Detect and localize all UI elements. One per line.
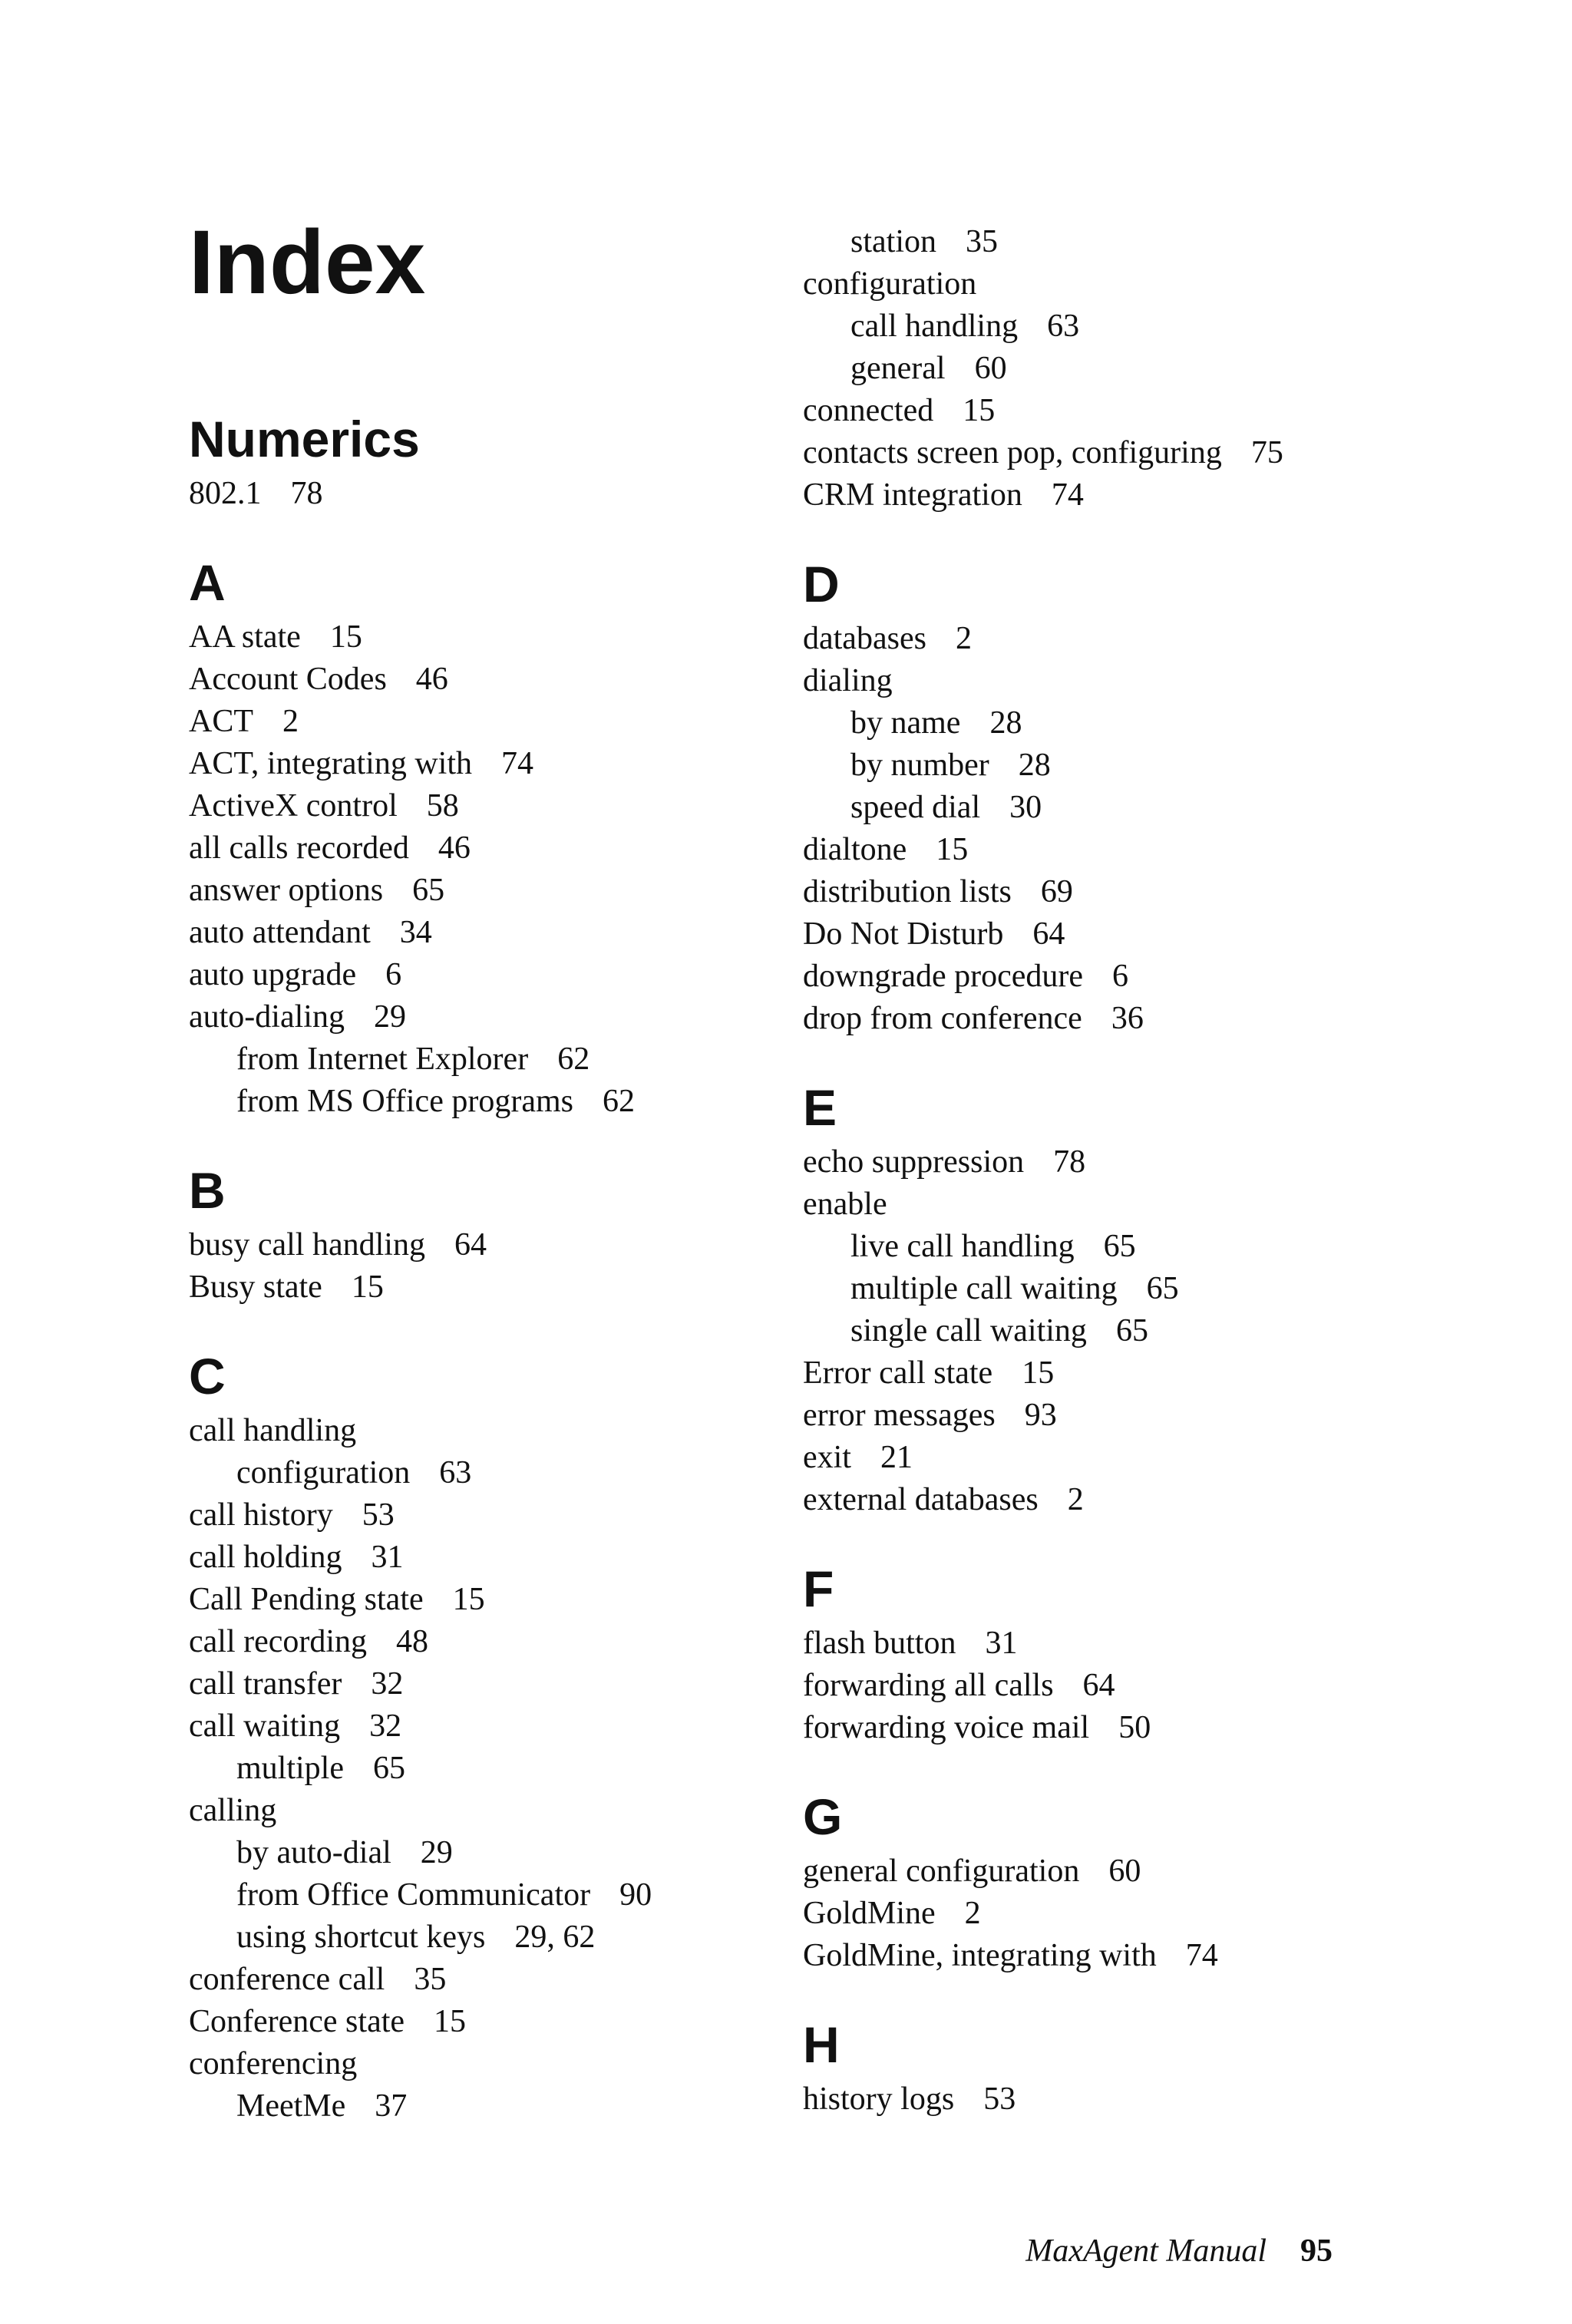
index-subentry bbox=[189, 1916, 772, 1959]
index-entry bbox=[803, 390, 1509, 432]
entry-term: single call waiting bbox=[850, 1313, 1087, 1349]
entry-term: dialtone bbox=[803, 832, 907, 867]
entry-page: 62 bbox=[602, 1084, 635, 1119]
entry-term: AA state bbox=[189, 619, 301, 655]
index-entry bbox=[803, 1352, 1509, 1395]
entry-term: call handling bbox=[850, 309, 1019, 344]
page-footer bbox=[1025, 2230, 1333, 2273]
entry-page: 29 bbox=[373, 999, 406, 1035]
entry-term: forwarding voice mail bbox=[803, 1710, 1090, 1745]
index-entry bbox=[803, 1893, 1509, 1935]
entry-page: 93 bbox=[1024, 1398, 1057, 1433]
section-heading: H bbox=[803, 2016, 840, 2073]
entry-page: 21 bbox=[880, 1440, 913, 1475]
entry-term: enable bbox=[803, 1187, 887, 1222]
entry-term: history logs bbox=[803, 2081, 955, 2117]
entry-term: MeetMe bbox=[236, 2088, 346, 2124]
index-entry bbox=[189, 912, 772, 954]
entry-term: auto-dialing bbox=[189, 999, 345, 1035]
entry-term: conference call bbox=[189, 1962, 385, 1997]
entry-term: error messages bbox=[803, 1398, 996, 1433]
section-heading: A bbox=[189, 554, 226, 611]
entry-page: 65 bbox=[373, 1751, 405, 1786]
entry-page: 2 bbox=[282, 704, 299, 739]
entry-term: call waiting bbox=[189, 1708, 341, 1744]
index-entry bbox=[803, 474, 1509, 517]
index-subentry bbox=[803, 348, 1509, 390]
entry-page: 15 bbox=[351, 1269, 384, 1305]
entry-page: 32 bbox=[369, 1708, 402, 1744]
entry-page: 65 bbox=[412, 873, 445, 908]
entry-page: 63 bbox=[1047, 309, 1080, 344]
index-subentry bbox=[803, 1310, 1509, 1352]
entry-page: 58 bbox=[426, 788, 459, 824]
index-entry bbox=[803, 1707, 1509, 1749]
entry-page: 15 bbox=[434, 2004, 467, 2039]
index-entry bbox=[803, 1935, 1509, 1977]
index-subentry bbox=[189, 2085, 772, 2128]
index-subentry bbox=[803, 702, 1509, 744]
index-subentry bbox=[803, 744, 1509, 787]
entry-page: 53 bbox=[362, 1497, 395, 1533]
entry-page: 30 bbox=[1009, 790, 1042, 825]
index-entry bbox=[803, 871, 1509, 913]
index-entry bbox=[189, 1959, 772, 2001]
entry-term: from Internet Explorer bbox=[236, 1042, 529, 1077]
entry-term: Do Not Disturb bbox=[803, 916, 1004, 952]
entry-page: 74 bbox=[1051, 477, 1084, 513]
index-entry bbox=[803, 1623, 1509, 1665]
entry-term: GoldMine, integrating with bbox=[803, 1938, 1157, 1973]
index-section bbox=[189, 1160, 772, 1309]
entry-page: 31 bbox=[371, 1540, 404, 1575]
index-subentry bbox=[189, 1038, 772, 1081]
entry-page: 36 bbox=[1111, 1001, 1144, 1036]
index-entry bbox=[189, 785, 772, 827]
index-subentry bbox=[803, 305, 1509, 348]
section-heading: C bbox=[189, 1348, 226, 1405]
section-heading: G bbox=[803, 1788, 843, 1845]
index-subentry bbox=[803, 1226, 1509, 1268]
index-entry bbox=[189, 743, 772, 785]
entry-term: dialing bbox=[803, 663, 893, 698]
index-subentry bbox=[189, 1452, 772, 1494]
entry-page: 6 bbox=[385, 957, 402, 992]
entry-term: external databases bbox=[803, 1482, 1039, 1517]
index-subentry bbox=[189, 1874, 772, 1916]
index-entry bbox=[803, 1183, 1509, 1226]
entry-page: 31 bbox=[985, 1626, 1018, 1661]
entry-page: 65 bbox=[1146, 1271, 1179, 1306]
index-section bbox=[803, 1558, 1509, 1749]
section-heading: E bbox=[803, 1079, 837, 1136]
index-section bbox=[189, 408, 772, 515]
index-entry bbox=[189, 659, 772, 701]
entry-term: auto upgrade bbox=[189, 957, 357, 992]
entry-term: from Office Communicator bbox=[236, 1877, 591, 1913]
entry-term: forwarding all calls bbox=[803, 1668, 1054, 1703]
entry-page: 29, 62 bbox=[514, 1920, 596, 1955]
section-heading: F bbox=[803, 1560, 834, 1617]
entry-term: conferencing bbox=[189, 2046, 358, 2081]
index-entry bbox=[189, 1663, 772, 1705]
index-entry bbox=[189, 954, 772, 996]
entry-page: 32 bbox=[371, 1666, 404, 1702]
index-column-left bbox=[189, 408, 772, 2164]
index-section bbox=[189, 1345, 772, 2128]
entry-page: 62 bbox=[557, 1042, 590, 1077]
entry-page: 63 bbox=[439, 1455, 472, 1490]
index-subentry bbox=[803, 787, 1509, 829]
entry-page: 15 bbox=[452, 1582, 485, 1617]
index-subentry bbox=[189, 1748, 772, 1790]
entry-term: Call Pending state bbox=[189, 1582, 424, 1617]
entry-term: downgrade procedure bbox=[803, 959, 1083, 994]
section-heading: D bbox=[803, 556, 840, 612]
index-entry bbox=[189, 1410, 772, 1452]
entry-term: answer options bbox=[189, 873, 384, 908]
entry-term: configuration bbox=[236, 1455, 411, 1490]
entry-term: Conference state bbox=[189, 2004, 405, 2039]
entry-page: 53 bbox=[983, 2081, 1016, 2117]
entry-term: general configuration bbox=[803, 1854, 1080, 1889]
entry-page: 69 bbox=[1040, 874, 1073, 909]
entry-term: configuration bbox=[803, 266, 977, 302]
entry-term: ACT bbox=[189, 704, 253, 739]
index-entry bbox=[803, 1665, 1509, 1707]
entry-page: 74 bbox=[1185, 1938, 1218, 1973]
index-entry bbox=[803, 618, 1509, 660]
index-section bbox=[803, 2014, 1509, 2121]
entry-page: 2 bbox=[1067, 1482, 1084, 1517]
index-entry bbox=[803, 1479, 1509, 1521]
page-number: 95 bbox=[1300, 2233, 1333, 2269]
index-entry bbox=[803, 1850, 1509, 1893]
index-entry bbox=[189, 616, 772, 659]
entry-term: call history bbox=[189, 1497, 333, 1533]
entry-term: call handling bbox=[189, 1413, 357, 1448]
index-entry bbox=[803, 998, 1509, 1040]
index-section bbox=[189, 552, 772, 1123]
index-entry bbox=[803, 660, 1509, 702]
entry-term: GoldMine bbox=[803, 1896, 936, 1931]
index-entry bbox=[803, 913, 1509, 956]
entry-term: call holding bbox=[189, 1540, 342, 1575]
index-entry bbox=[803, 2078, 1509, 2121]
entry-term: by number bbox=[850, 748, 989, 783]
entry-term: call recording bbox=[189, 1624, 368, 1659]
entry-page: 15 bbox=[329, 619, 362, 655]
index-section bbox=[803, 1077, 1509, 1521]
index-entry bbox=[803, 263, 1509, 305]
entry-page: 60 bbox=[1108, 1854, 1141, 1889]
index-section bbox=[803, 221, 1509, 517]
index-entry bbox=[803, 956, 1509, 998]
entry-term: exit bbox=[803, 1440, 851, 1475]
entry-term: distribution lists bbox=[803, 874, 1012, 909]
entry-page: 15 bbox=[1022, 1355, 1055, 1391]
index-entry bbox=[189, 1224, 772, 1266]
entry-term: live call handling bbox=[850, 1229, 1075, 1264]
index-entry bbox=[189, 827, 772, 870]
entry-term: using shortcut keys bbox=[236, 1920, 486, 1955]
entry-page: 65 bbox=[1115, 1313, 1148, 1349]
entry-page: 75 bbox=[1250, 435, 1283, 470]
entry-term: Error call state bbox=[803, 1355, 993, 1391]
entry-term: auto attendant bbox=[189, 915, 371, 950]
manual-name: MaxAgent Manual bbox=[1025, 2233, 1267, 2269]
entry-term: databases bbox=[803, 621, 926, 656]
entry-page: 60 bbox=[974, 351, 1007, 386]
section-heading: Numerics bbox=[189, 411, 420, 467]
index-entry bbox=[189, 2001, 772, 2043]
entry-page: 28 bbox=[989, 705, 1022, 741]
index-entry bbox=[803, 829, 1509, 871]
entry-term: Account Codes bbox=[189, 662, 387, 697]
entry-term: flash button bbox=[803, 1626, 956, 1661]
entry-page: 64 bbox=[1082, 1668, 1115, 1703]
entry-page: 50 bbox=[1118, 1710, 1151, 1745]
entry-page: 90 bbox=[619, 1877, 652, 1913]
index-entry bbox=[189, 701, 772, 743]
entry-term: connected bbox=[803, 393, 934, 428]
entry-term: from MS Office programs bbox=[236, 1084, 573, 1119]
entry-term: ACT, integrating with bbox=[189, 746, 472, 781]
index-entry bbox=[189, 473, 772, 515]
index-entry bbox=[189, 996, 772, 1038]
index-entry bbox=[189, 1266, 772, 1309]
index-entry bbox=[189, 1494, 772, 1537]
index-entry bbox=[803, 432, 1509, 474]
entry-term: all calls recorded bbox=[189, 830, 409, 866]
index-entry bbox=[803, 1437, 1509, 1479]
index-entry bbox=[189, 1537, 772, 1579]
entry-term: contacts screen pop, configuring bbox=[803, 435, 1222, 470]
entry-page: 15 bbox=[963, 393, 996, 428]
index-section bbox=[803, 1786, 1509, 1977]
entry-page: 15 bbox=[936, 832, 969, 867]
entry-term: multiple bbox=[236, 1751, 344, 1786]
entry-term: ActiveX control bbox=[189, 788, 398, 824]
entry-page: 6 bbox=[1112, 959, 1128, 994]
section-heading: B bbox=[189, 1162, 226, 1219]
entry-term: Busy state bbox=[189, 1269, 322, 1305]
entry-term: general bbox=[850, 351, 946, 386]
entry-page: 64 bbox=[1032, 916, 1065, 952]
entry-term: by auto-dial bbox=[236, 1835, 391, 1870]
entry-page: 78 bbox=[1053, 1144, 1086, 1180]
entry-page: 37 bbox=[375, 2088, 408, 2124]
entry-term: multiple call waiting bbox=[850, 1271, 1118, 1306]
index-entry bbox=[189, 1621, 772, 1663]
entry-page: 65 bbox=[1103, 1229, 1136, 1264]
entry-term: drop from conference bbox=[803, 1001, 1082, 1036]
entry-page: 34 bbox=[399, 915, 432, 950]
entry-term: station bbox=[850, 224, 936, 259]
entry-page: 2 bbox=[964, 1896, 981, 1931]
entry-page: 2 bbox=[955, 621, 972, 656]
index-entry bbox=[189, 2043, 772, 2085]
entry-page: 35 bbox=[414, 1962, 447, 1997]
entry-term: by name bbox=[850, 705, 961, 741]
index-column-right bbox=[803, 221, 1509, 2157]
index-entry bbox=[803, 1395, 1509, 1437]
index-subentry bbox=[803, 1268, 1509, 1310]
entry-page: 46 bbox=[438, 830, 471, 866]
entry-page: 28 bbox=[1018, 748, 1051, 783]
index-entry bbox=[189, 1705, 772, 1748]
entry-page: 35 bbox=[966, 224, 998, 259]
entry-page: 64 bbox=[454, 1227, 487, 1263]
index-subentry bbox=[189, 1081, 772, 1123]
entry-term: call transfer bbox=[189, 1666, 342, 1702]
entry-term: echo suppression bbox=[803, 1144, 1025, 1180]
index-entry bbox=[189, 870, 772, 912]
entry-term: 802.1 bbox=[189, 476, 262, 511]
entry-page: 78 bbox=[290, 476, 323, 511]
index-entry bbox=[189, 1790, 772, 1832]
entry-term: calling bbox=[189, 1793, 277, 1828]
entry-term: speed dial bbox=[850, 790, 981, 825]
entry-term: CRM integration bbox=[803, 477, 1022, 513]
page-title: Index bbox=[189, 212, 426, 313]
index-subentry bbox=[803, 221, 1509, 263]
entry-page: 48 bbox=[396, 1624, 429, 1659]
index-entry bbox=[803, 1141, 1509, 1183]
index-section bbox=[803, 553, 1509, 1040]
entry-term: busy call handling bbox=[189, 1227, 425, 1263]
index-subentry bbox=[189, 1832, 772, 1874]
index-entry bbox=[189, 1579, 772, 1621]
entry-page: 74 bbox=[501, 746, 533, 781]
entry-page: 29 bbox=[420, 1835, 453, 1870]
entry-page: 46 bbox=[415, 662, 448, 697]
